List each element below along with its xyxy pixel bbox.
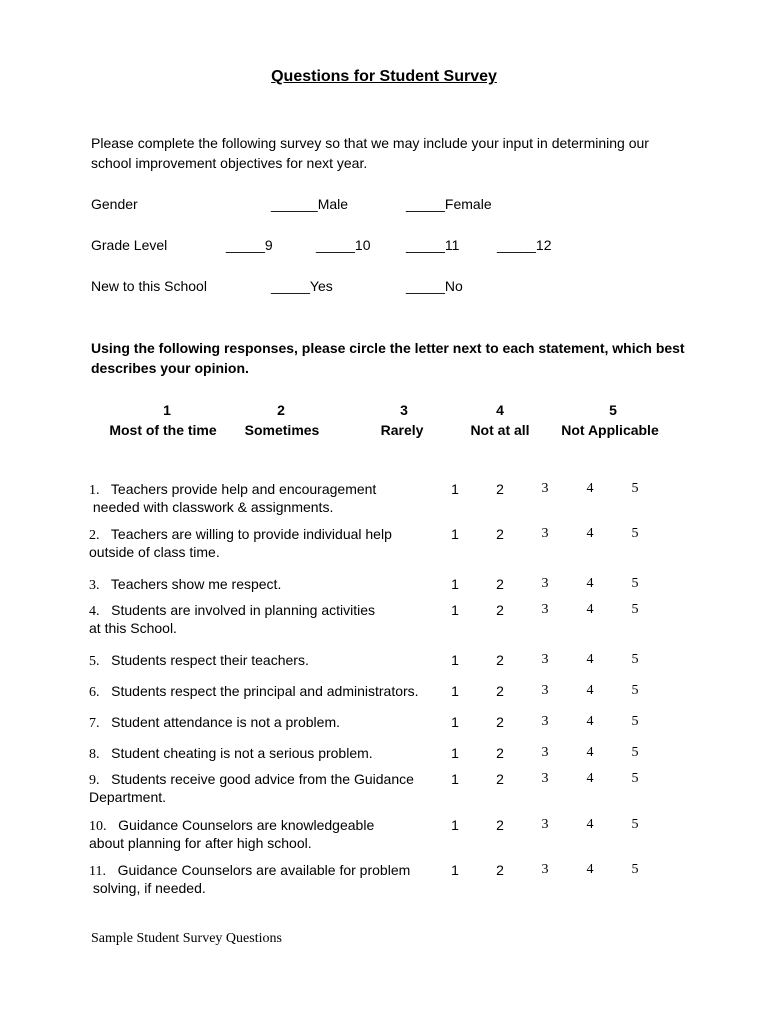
rating-option-2[interactable]: 2 <box>496 652 504 668</box>
rating-option-5[interactable]: 5 <box>631 714 639 729</box>
rating-option-4[interactable]: 4 <box>586 771 594 786</box>
rating-option-3[interactable]: 3 <box>541 683 549 698</box>
intro-line-2: school improvement objectives for next year. <box>91 155 368 171</box>
rating-option-1[interactable]: 1 <box>451 771 459 787</box>
question-line-1: Student attendance is not a problem. <box>111 714 340 730</box>
rating-option-1[interactable]: 1 <box>451 745 459 761</box>
rating-option-3[interactable]: 3 <box>541 714 549 729</box>
rating-option-1[interactable]: 1 <box>451 652 459 668</box>
question-number: 5. <box>89 654 100 669</box>
question-number: 10. <box>89 819 107 834</box>
rating-option-3[interactable]: 3 <box>541 862 549 877</box>
question-line-1: Students receive good advice from the Guidance <box>111 771 414 787</box>
new-school-label: New to this School <box>91 278 207 294</box>
grade-10-option[interactable]: _____10 <box>316 237 371 253</box>
question-text <box>89 771 414 805</box>
scale-label-3: Rarely <box>380 422 424 438</box>
rating-option-3[interactable]: 3 <box>541 652 549 667</box>
question-line-1: Guidance Counselors are knowledgeable <box>118 817 375 833</box>
question-line-2: Department. <box>89 789 167 805</box>
question-line-2: needed with classwork & assignments. <box>89 499 334 515</box>
rating-option-3[interactable]: 3 <box>541 481 549 496</box>
question-text <box>89 862 410 896</box>
question-text <box>89 576 281 594</box>
question-text <box>89 745 373 763</box>
question-line-1: Teachers show me respect. <box>110 576 282 592</box>
rating-option-4[interactable]: 4 <box>586 745 594 760</box>
rating-option-4[interactable]: 4 <box>586 652 594 667</box>
question-number: 6. <box>89 685 100 700</box>
scale-label-4: Not at all <box>470 422 530 438</box>
question-line-1: Guidance Counselors are available for problem <box>117 862 411 878</box>
question-number: 4. <box>89 604 100 619</box>
rating-option-1[interactable]: 1 <box>451 683 459 699</box>
rating-option-4[interactable]: 4 <box>586 817 594 832</box>
footer-text: Sample Student Survey Questions <box>91 931 282 946</box>
gender-male-option[interactable]: ______Male <box>271 196 349 212</box>
question-line-2: about planning for after high school. <box>89 835 312 851</box>
rating-option-2[interactable]: 2 <box>496 576 504 592</box>
scale-num-1: 1 <box>163 402 171 418</box>
instructions-line-2: describes your opinion. <box>91 360 249 376</box>
question-line-1: Teachers provide help and encouragement <box>110 481 377 497</box>
rating-option-3[interactable]: 3 <box>541 602 549 617</box>
question-text <box>89 526 392 560</box>
question-line-2: solving, if needed. <box>89 880 206 896</box>
page-title: Questions for Student Survey <box>271 68 497 85</box>
gender-label: Gender <box>91 196 138 212</box>
rating-option-3[interactable]: 3 <box>541 526 549 541</box>
rating-option-2[interactable]: 2 <box>496 602 504 618</box>
rating-option-5[interactable]: 5 <box>631 745 639 760</box>
rating-option-1[interactable]: 1 <box>451 817 459 833</box>
rating-option-2[interactable]: 2 <box>496 481 504 497</box>
rating-option-5[interactable]: 5 <box>631 862 639 877</box>
rating-option-2[interactable]: 2 <box>496 526 504 542</box>
question-text <box>89 652 309 670</box>
intro-line-1: Please complete the following survey so that we may include your input in determining our <box>91 135 649 151</box>
question-number: 1. <box>89 483 100 498</box>
question-text <box>89 817 374 851</box>
question-number: 9. <box>89 773 100 788</box>
rating-option-5[interactable]: 5 <box>631 576 639 591</box>
question-line-2: outside of class time. <box>89 544 220 560</box>
grade-12-option[interactable]: _____12 <box>497 237 552 253</box>
scale-num-5: 5 <box>609 402 617 418</box>
rating-option-4[interactable]: 4 <box>586 862 594 877</box>
rating-option-5[interactable]: 5 <box>631 652 639 667</box>
question-number: 2. <box>89 528 100 543</box>
rating-option-3[interactable]: 3 <box>541 745 549 760</box>
grade-9-option[interactable]: _____9 <box>226 237 273 253</box>
rating-option-1[interactable]: 1 <box>451 526 459 542</box>
scale-label-5: Not Applicable <box>561 422 659 438</box>
rating-option-5[interactable]: 5 <box>631 771 639 786</box>
question-number: 3. <box>89 578 100 593</box>
instructions-line-1: Using the following responses, please circle the letter next to each statement, which best <box>91 340 685 356</box>
question-text <box>89 481 376 515</box>
rating-option-4[interactable]: 4 <box>586 602 594 617</box>
question-line-1: Students respect their teachers. <box>111 652 309 668</box>
gender-female-option[interactable]: _____Female <box>406 196 492 212</box>
new-school-yes-option[interactable]: _____Yes <box>271 278 333 294</box>
rating-option-4[interactable]: 4 <box>586 683 594 698</box>
rating-option-3[interactable]: 3 <box>541 817 549 832</box>
rating-option-2[interactable]: 2 <box>496 817 504 833</box>
rating-option-4[interactable]: 4 <box>586 526 594 541</box>
rating-option-2[interactable]: 2 <box>496 683 504 699</box>
grade-level-label: Grade Level <box>91 237 168 253</box>
scale-num-3: 3 <box>400 402 408 418</box>
rating-option-3[interactable]: 3 <box>541 576 549 591</box>
scale-label-2: Sometimes <box>244 422 320 438</box>
new-school-no-option[interactable]: _____No <box>406 278 463 294</box>
rating-option-4[interactable]: 4 <box>586 481 594 496</box>
rating-option-4[interactable]: 4 <box>586 576 594 591</box>
rating-option-5[interactable]: 5 <box>631 526 639 541</box>
question-number: 7. <box>89 716 100 731</box>
question-line-1: Student cheating is not a serious problem. <box>111 745 373 761</box>
question-line-1: Students respect the principal and administrators. <box>111 683 419 699</box>
rating-option-2[interactable]: 2 <box>496 745 504 761</box>
rating-option-3[interactable]: 3 <box>541 771 549 786</box>
grade-11-option[interactable]: _____11 <box>406 237 460 253</box>
rating-option-1[interactable]: 1 <box>451 576 459 592</box>
rating-option-4[interactable]: 4 <box>586 714 594 729</box>
rating-option-1[interactable]: 1 <box>451 602 459 618</box>
rating-option-1[interactable]: 1 <box>451 862 459 878</box>
question-number: 8. <box>89 747 100 762</box>
rating-option-1[interactable]: 1 <box>451 714 459 730</box>
rating-option-5[interactable]: 5 <box>631 817 639 832</box>
question-number: 11. <box>89 864 106 879</box>
scale-num-2: 2 <box>277 402 285 418</box>
rating-option-5[interactable]: 5 <box>631 683 639 698</box>
scale-label-1: Most of the time <box>109 422 217 438</box>
rating-option-5[interactable]: 5 <box>631 602 639 617</box>
rating-option-2[interactable]: 2 <box>496 862 504 878</box>
rating-option-5[interactable]: 5 <box>631 481 639 496</box>
question-text <box>89 714 340 732</box>
question-text <box>89 683 419 701</box>
scale-num-4: 4 <box>496 402 504 418</box>
rating-option-1[interactable]: 1 <box>451 481 459 497</box>
question-text <box>89 602 375 636</box>
question-line-1: Students are involved in planning activities <box>111 602 375 618</box>
rating-option-2[interactable]: 2 <box>496 771 504 787</box>
question-line-1: Teachers are willing to provide individual help <box>110 526 392 542</box>
question-line-2: at this School. <box>89 620 177 636</box>
rating-option-2[interactable]: 2 <box>496 714 504 730</box>
